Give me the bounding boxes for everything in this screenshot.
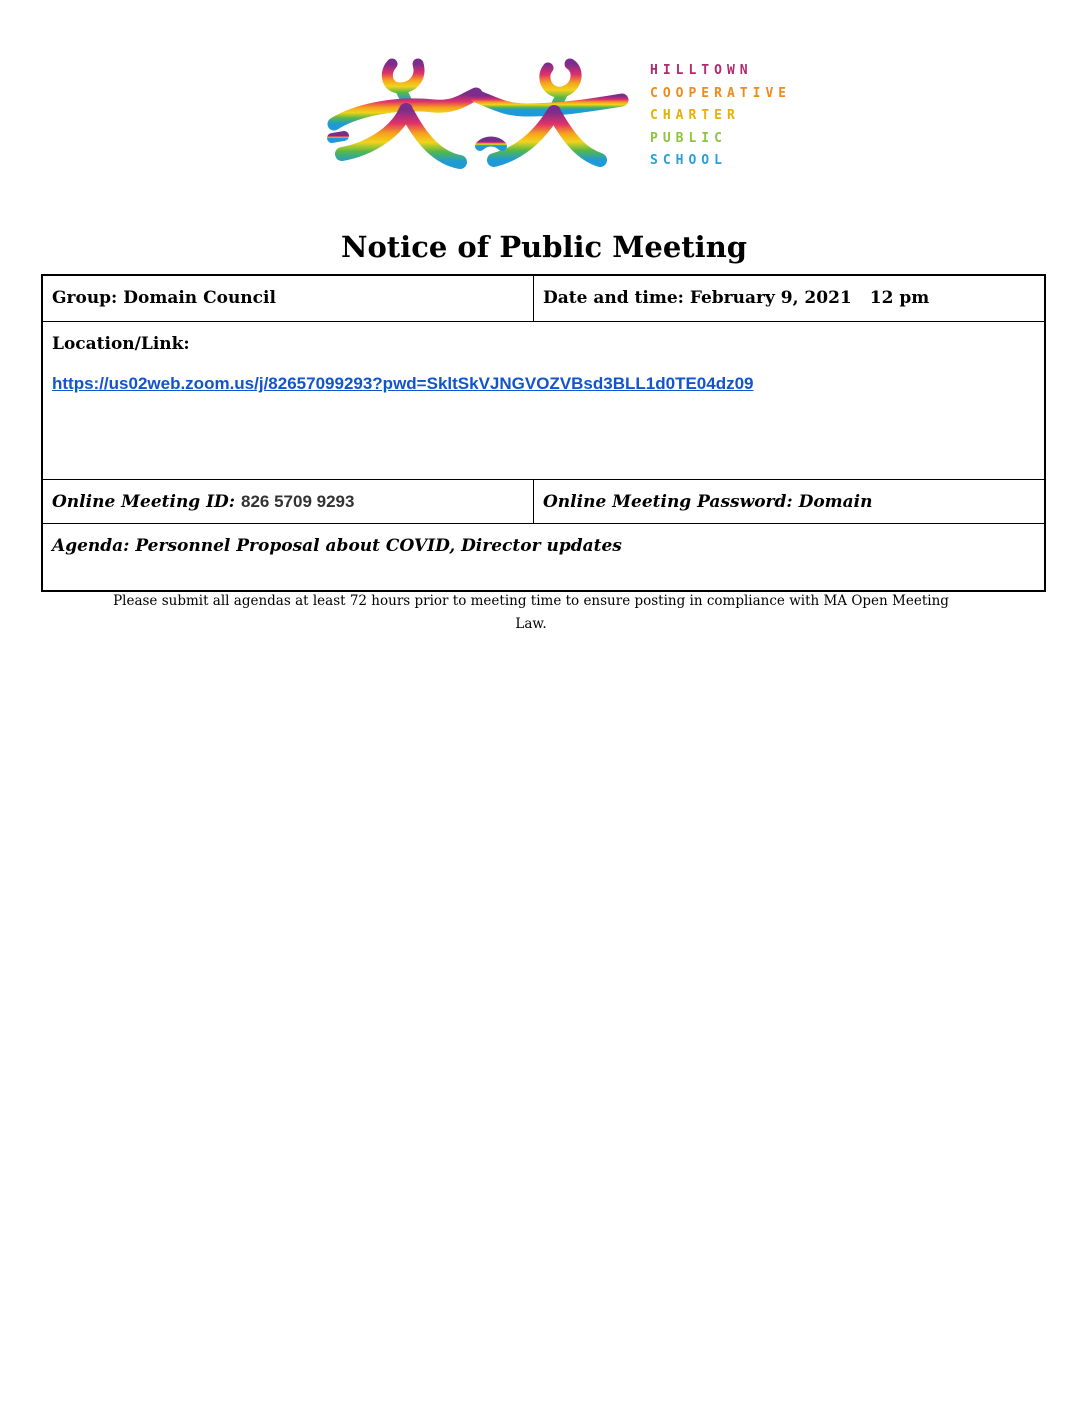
footnote-line-2: Law. [515,616,547,632]
logo-line-public: PUBLIC [650,130,727,146]
logo-wordmark [650,60,790,173]
meeting-password-text: Online Meeting Password: Domain [543,492,873,512]
footnote-line-1: Please submit all agendas at least 72 hours prior to meeting time to ensure posting in compliance with MA Open Meeting [113,593,949,609]
time-text: 12 pm [869,288,930,308]
table-row [43,321,1044,479]
table-row [43,523,1044,590]
meeting-notice-table [41,274,1046,592]
date-time-text: Date and time: February 9, 2021 [543,288,852,308]
date-time-cell [534,276,1044,321]
group-text: Group: Domain Council [52,288,276,308]
meeting-id-label: Online Meeting ID: [52,492,236,512]
table-row [43,479,1044,523]
meeting-id-cell [43,480,534,523]
submission-footnote [100,590,962,636]
logo-line-charter: CHARTER [650,108,740,123]
logo-figures-icon [326,54,631,178]
logo-line-school: SCHOOL [650,153,727,168]
agenda-cell [43,524,1044,590]
location-cell [43,322,1044,479]
group-cell [43,276,534,321]
meeting-password-cell [534,480,1044,523]
agenda-text: Agenda: Personnel Proposal about COVID, Director updates [52,536,622,556]
table-row [43,276,1044,321]
meeting-id-value: 826 5709 9293 [241,492,355,511]
school-logo [326,54,792,178]
location-label: Location/Link: [52,334,190,354]
logo-line-hilltown: HILLTOWN [650,63,753,78]
zoom-link[interactable]: https://us02web.zoom.us/j/82657099293?pwd=SkltSkVJNGVOZVBsd3BLL1d0TE04dz09 [52,374,754,393]
logo-line-cooperative: COOPERATIVE [650,85,792,101]
page-title: Notice of Public Meeting [340,230,748,264]
